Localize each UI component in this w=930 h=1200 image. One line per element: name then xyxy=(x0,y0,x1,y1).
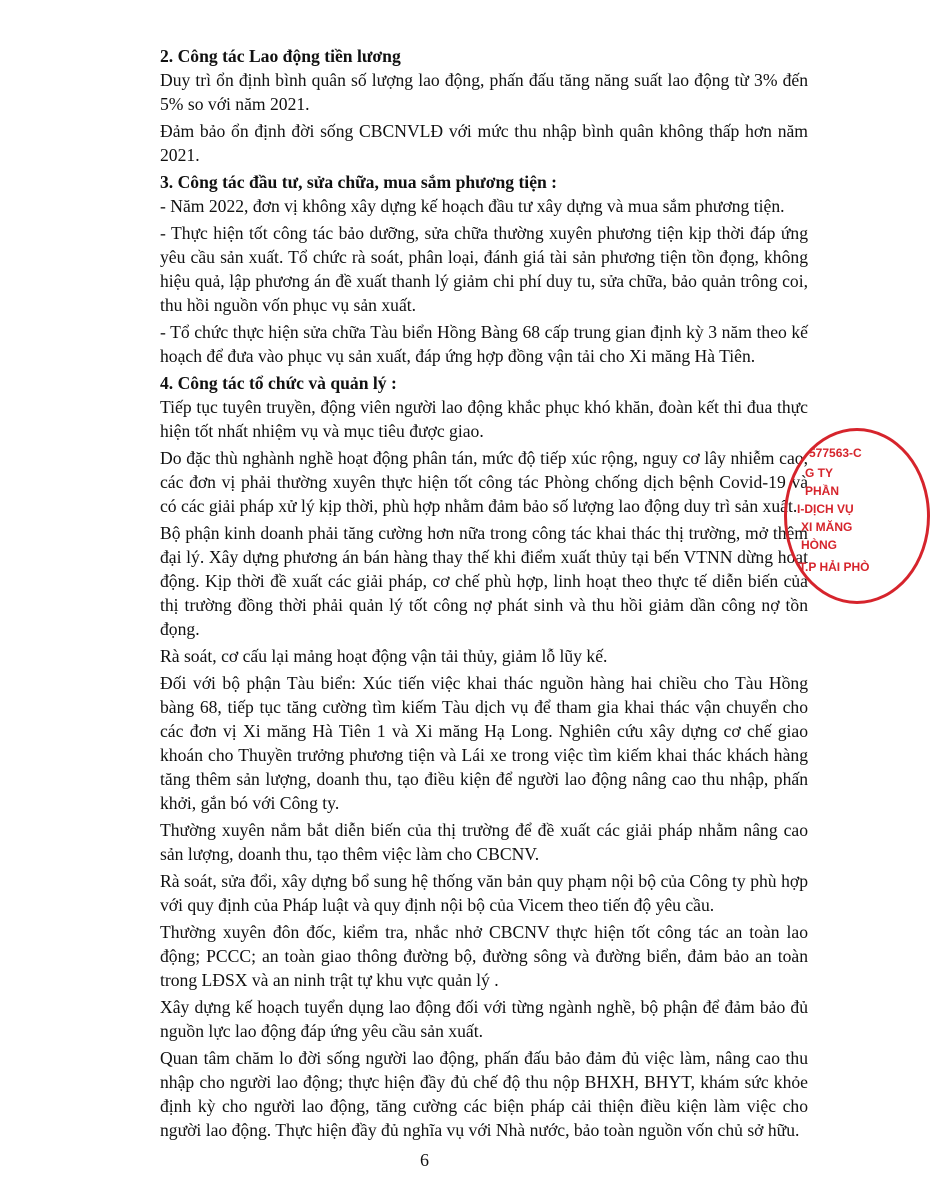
section-heading: 4. Công tác tổ chức và quản lý : xyxy=(160,373,397,393)
paragraph: Duy trì ổn định bình quân số lượng lao động, phấn đấu tăng năng suất lao động từ 3% đến 5% so với năm 2021. xyxy=(160,70,808,114)
paragraph: Do đặc thù nghành nghề hoạt động phân tán, mức độ tiếp xúc rộng, nguy cơ lây nhiễm cao, các đơn vị phải thường xuyên thực hiện tốt công tác Phòng chống dịch bệnh Covid-19 và có các giải pháp xử lý kịp thời, phù hợp nhằm đảm bảo số lượng lao động duy trì sản xuất. xyxy=(160,448,808,516)
seal-text: I-DỊCH VỤ xyxy=(797,502,854,516)
seal-text: 577563-C xyxy=(809,446,862,460)
paragraph: - Thực hiện tốt công tác bảo dưỡng, sửa chữa thường xuyên phương tiện kịp thời đáp ứng yêu cầu sản xuất. Tổ chức rà soát, phân loại, đánh giá tài sản phương tiện tồn đọng, không hiệu quả, lập phương án đề xuất thanh lý giảm chi phí duy tu, sửa chữa, bảo quản trông coi, thu hồi nguồn vốn phục vụ sản xuất. xyxy=(160,223,808,315)
paragraph: Rà soát, sửa đổi, xây dựng bổ sung hệ thống văn bản quy phạm nội bộ của Công ty phù hợp với quy định của Pháp luật và quy định nội bộ của Vicem theo tiến độ yêu cầu. xyxy=(160,871,808,915)
paragraph: Tiếp tục tuyên truyền, động viên người lao động khắc phục khó khăn, đoàn kết thi đua thực hiện tốt nhất nhiệm vụ và mục tiêu được giao. xyxy=(160,397,808,441)
paragraph: Thường xuyên đôn đốc, kiểm tra, nhắc nhở CBCNV thực hiện tốt công tác an toàn lao động; PCCC; an toàn giao thông đường bộ, đường sông và đường biển, đảm bảo an toàn trong LĐSX và an ninh trật tự khu vực quản lý . xyxy=(160,922,808,990)
company-seal xyxy=(784,428,930,604)
paragraph: Xây dựng kế hoạch tuyển dụng lao động đối với từng ngành nghề, bộ phận để đảm bảo đủ nguồn lực lao động đáp ứng yêu cầu sản xuất. xyxy=(160,997,808,1041)
paragraph: Đối với bộ phận Tàu biển: Xúc tiến việc khai thác nguồn hàng hai chiều cho Tàu Hồng bàng 68, tiếp tục tăng cường tìm kiếm Tàu dịch vụ để tham gia khai thác vận chuyển cho các đơn vị Xi măng Hà Tiên 1 và Xi măng Hạ Long. Nghiên cứu xây dựng cơ chế giao khoán cho Thuyền trưởng phương tiện và Lái xe trong việc tìm kiếm khai thác khách hàng tăng thêm sản lượng, doanh thu, tạo điều kiện để người lao động nâng cao thu nhập, phấn khởi, gắn bó với Công ty. xyxy=(160,673,808,813)
paragraph: Đảm bảo ổn định đời sống CBCNVLĐ với mức thu nhập bình quân không thấp hơn năm 2021. xyxy=(160,121,808,165)
paragraph: Thường xuyên nắm bắt diễn biến của thị trường để đề xuất các giải pháp nhằm nâng cao sản lượng, doanh thu, tạo thêm việc làm cho CBCNV. xyxy=(160,820,808,864)
seal-text: HÒNG xyxy=(801,538,837,552)
paragraph: - Tổ chức thực hiện sửa chữa Tàu biển Hồng Bàng 68 cấp trung gian định kỳ 3 năm theo kế hoạch để đưa vào phục vụ sản xuất, đáp ứng hợp đồng vận tải cho Xi măng Hà Tiên. xyxy=(160,322,808,366)
paragraph: Rà soát, cơ cấu lại mảng hoạt động vận tải thủy, giảm lỗ lũy kế. xyxy=(160,646,608,666)
paragraph: - Năm 2022, đơn vị không xây dựng kế hoạch đầu tư xây dựng và mua sắm phương tiện. xyxy=(160,196,785,216)
seal-text: PHẦN xyxy=(805,484,840,498)
seal-text: G TY xyxy=(805,466,834,480)
paragraph: Quan tâm chăm lo đời sống người lao động, phấn đấu bảo đảm đủ việc làm, nâng cao thu nhập cho người lao động; thực hiện đầy đủ chế độ thu nộp BHXH, BHYT, khám sức khỏe định kỳ cho người lao động, tăng cường các biện pháp cải thiện điều kiện làm việc cho người lao động. Thực hiện đầy đủ nghĩa vụ với Nhà nước, bảo toàn nguồn vốn chủ sở hữu. xyxy=(160,1048,808,1140)
paragraph: Bộ phận kinh doanh phải tăng cường hơn nữa trong công tác khai thác thị trường, mở thêm đại lý. Xây dựng phương án bán hàng thay thế khi điểm xuất thủy tại bến VTNN dừng hoạt động. Kịp thời đề xuất các giải pháp, cơ chế phù hợp, linh hoạt theo thực tế diễn biến của thị trường đồng thời phải quản lý tốt công nợ phát sinh và thu hồi giảm dần công nợ tồn đọng. xyxy=(160,523,808,639)
seal-text: T.P HẢI PHÒ xyxy=(799,560,870,574)
page-number: 6 xyxy=(420,1150,429,1170)
seal-text: XI MĂNG xyxy=(801,520,853,534)
section-heading: 2. Công tác Lao động tiền lương xyxy=(160,46,401,66)
section-heading: 3. Công tác đầu tư, sửa chữa, mua sắm phương tiện : xyxy=(160,172,558,192)
document-body xyxy=(160,44,808,1142)
